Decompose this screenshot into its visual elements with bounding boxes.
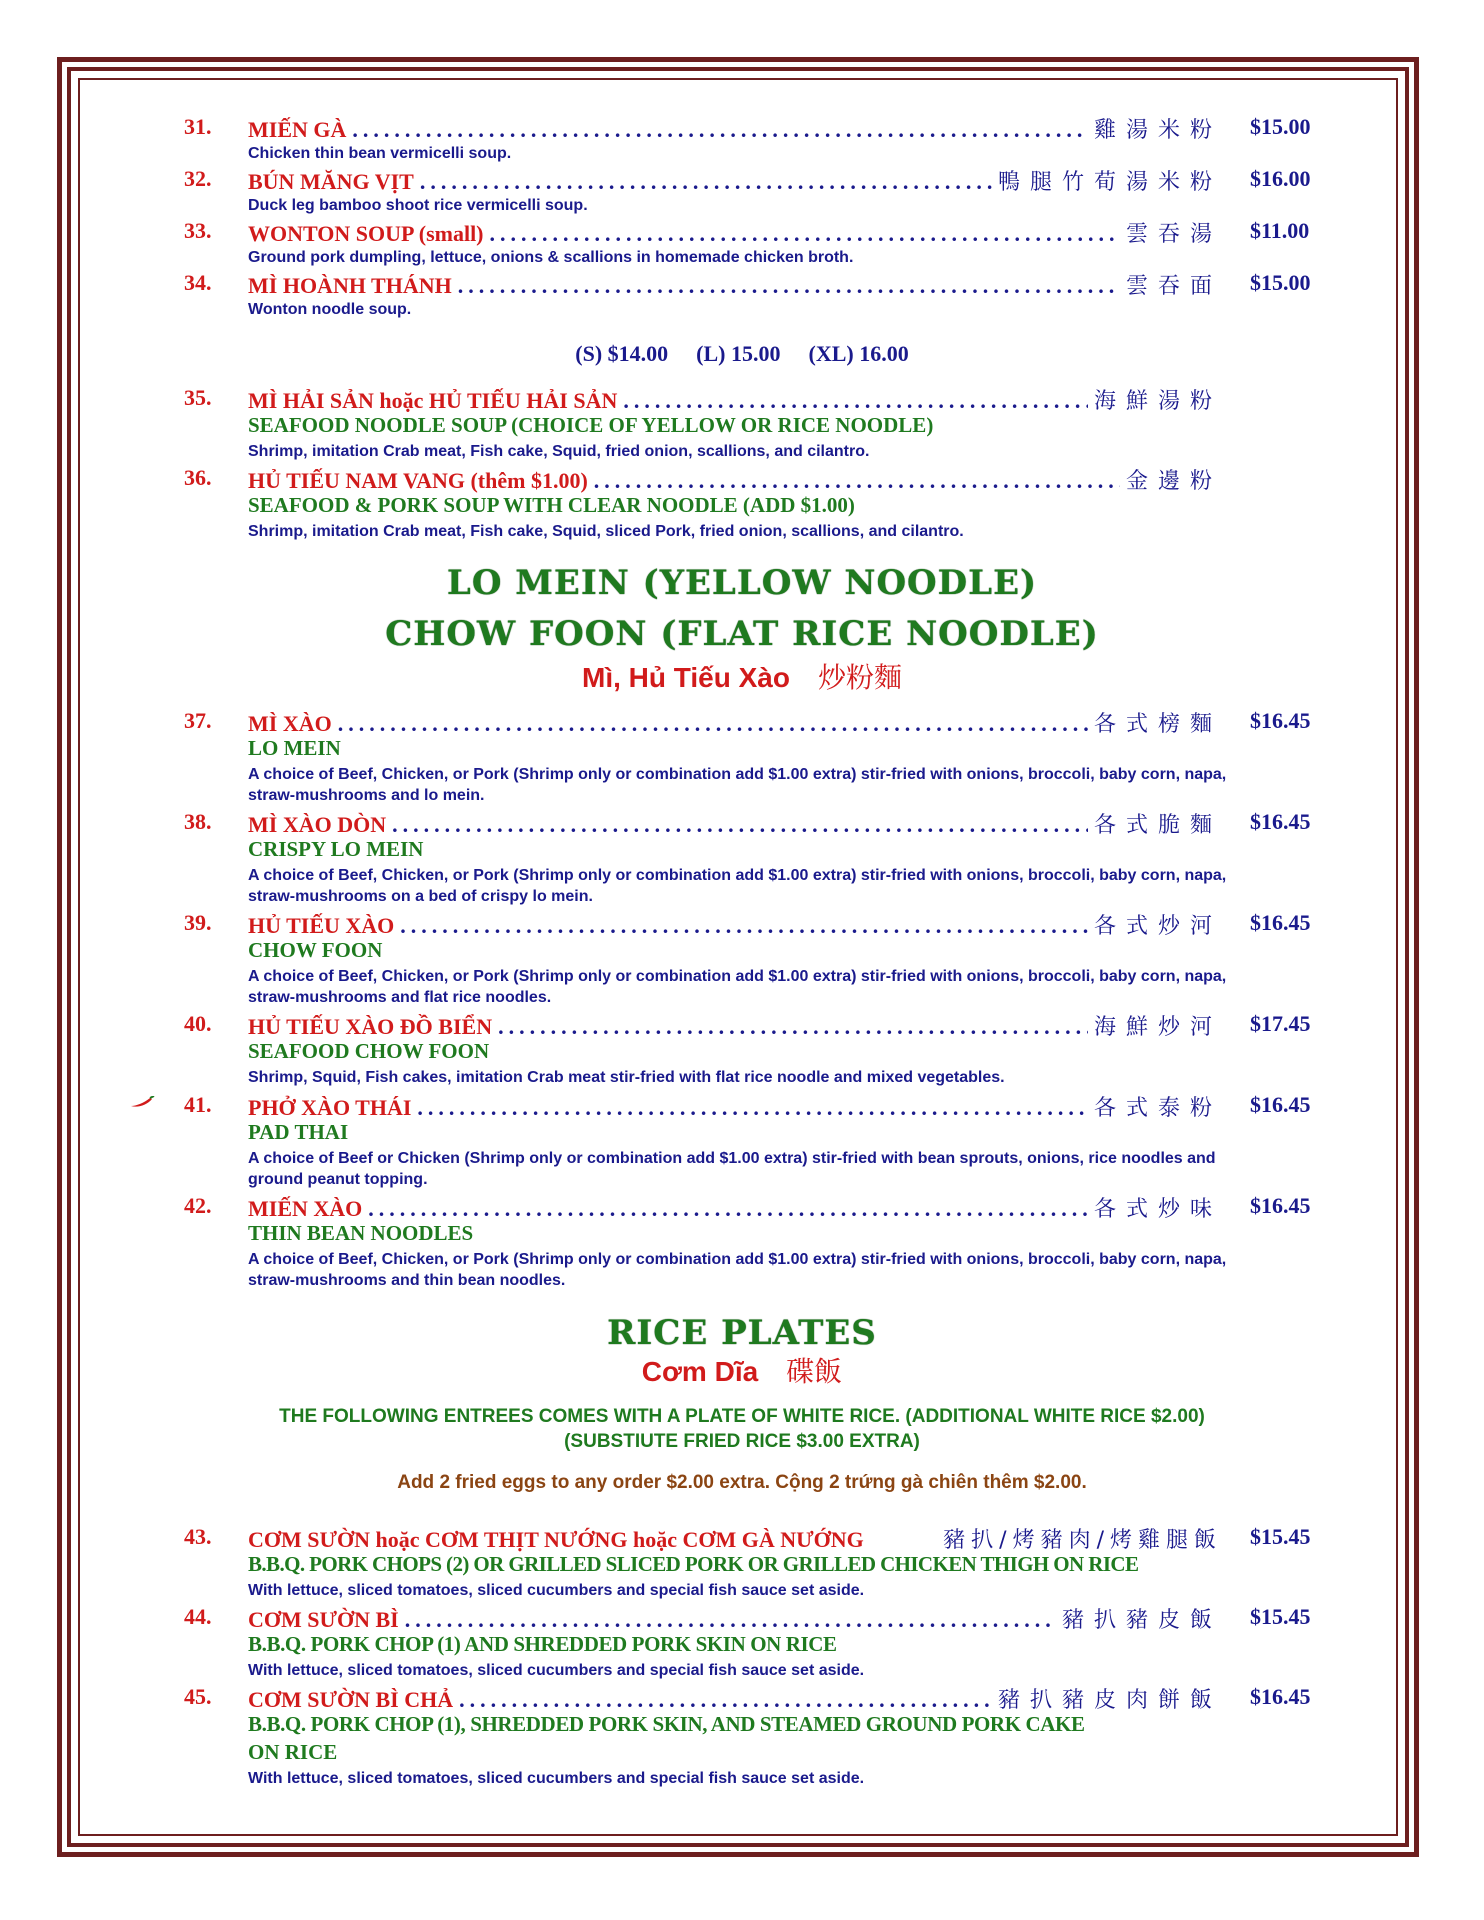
item-name-vn: HỦ TIẾU XÀO ĐỒ BIỂN [248,1014,493,1039]
item-name-zh: 豬扒/烤豬肉/烤雞腿飯 [943,1528,1222,1553]
item-name-zh: 雲吞面 [1125,274,1222,299]
section-subtitle-zh: 碟飯 [786,1355,843,1388]
size-large: (L) 15.00 [696,341,781,366]
dot-leader [352,117,1088,143]
item-name-zh: 雲吞湯 [1125,222,1222,247]
dot-leader [405,1607,1056,1633]
item-name-line [248,1091,1222,1122]
spicy-chili-icon [130,1096,156,1108]
dot-leader [338,711,1088,737]
item-number: 37. [184,708,212,733]
item-number: 43. [184,1524,212,1549]
item-description: A choice of Beef, Chicken, or Pork (Shrimp only or combination add $1.00 extra) stir-fried with onions, broccoli, baby corn, napa, straw-mushrooms and flat rice noodles. [248,968,1227,1006]
item-name-zh: 雞湯米粉 [1093,118,1222,143]
item-description: Shrimp, Squid, Fish cakes, imitation Crab meat stir-fried with flat rice noodle and mixed vegetables. [248,1069,1005,1086]
item-name-en: CHOW FOON [248,938,383,962]
item-name-vn: HỦ TIẾU XÀO [248,913,395,938]
dot-leader [490,221,1120,247]
item-description: Shrimp, imitation Crab meat, Fish cake, Squid, fried onion, scallions, and cilantro. [248,443,870,460]
item-name-vn: MÌ HẢI SẢN hoặc HỦ TIẾU HẢI SẢN [248,388,618,413]
item-name-zh: 金邊粉 [1125,469,1222,494]
item-name-en: CRISPY LO MEIN [248,837,424,861]
item-name-vn: MÌ XÀO [248,711,332,736]
item-number: 42. [184,1193,212,1218]
size-xl: (XL) 16.00 [808,341,909,366]
item-price: $15.00 [1250,270,1311,295]
item-description: With lettuce, sliced tomatoes, sliced cucumbers and special fish sauce set aside. [248,1662,865,1679]
item-name-en: SEAFOOD CHOW FOON [248,1039,490,1063]
item-name-vn: CƠM SƯỜN BÌ [248,1607,399,1632]
item-name-en: B.B.Q. PORK CHOP (1) AND SHREDDED PORK SKIN ON RICE [248,1632,837,1656]
item-price: $15.45 [1250,1604,1311,1629]
size-small: (S) $14.00 [575,341,669,366]
item-number: 32. [184,166,212,191]
item-number: 36. [184,465,212,490]
item-number: 44. [184,1604,212,1629]
section-title-rice-plates: RICE PLATES [607,1313,877,1353]
item-name-vn: MIẾN XÀO [248,1196,363,1221]
section-title-lo-mein: LO MEIN (YELLOW NOODLE) [446,563,1038,603]
item-name-zh: 各式炒味 [1093,1197,1222,1222]
section-subtitle-noodles [0,656,1484,696]
item-price: $15.45 [1250,1524,1311,1549]
item-description: With lettuce, sliced tomatoes, sliced cucumbers and special fish sauce set aside. [248,1582,865,1599]
item-name-vn: PHỞ XÀO THÁI [248,1095,412,1120]
item-name-line [248,384,1222,415]
dot-leader [459,1687,992,1713]
item-name-vn: WONTON SOUP (small) [248,221,484,246]
item-name-line [248,1010,1222,1041]
item-description: With lettuce, sliced tomatoes, sliced cucumbers and special fish sauce set aside. [248,1770,865,1787]
item-name-vn: CƠM SƯỜN BÌ CHẢ [248,1687,454,1712]
item-name-zh: 鴨腿竹荀湯米粉 [997,170,1222,195]
dot-leader [400,913,1088,939]
item-name-vn: MIẾN GÀ [248,117,347,142]
section-subtitle-vn: Cơm Dĩa [641,1356,759,1387]
item-name-line [248,1523,1222,1554]
item-number: 34. [184,270,212,295]
dot-leader [458,273,1120,299]
item-name-en: SEAFOOD NOODLE SOUP (CHOICE OF YELLOW OR RICE NOODLE) [248,413,934,437]
section-title-chow-foon: CHOW FOON (FLAT RICE NOODLE) [385,614,1099,654]
item-number: 45. [184,1684,212,1709]
item-name-line [248,217,1222,248]
item-price: $16.45 [1250,708,1311,733]
item-price: $16.45 [1250,1092,1311,1117]
item-number: 33. [184,218,212,243]
item-description: A choice of Beef, Chicken, or Pork (Shrimp only or combination add $1.00 extra) stir-fried with onions, broccoli, baby corn, napa, straw-mushrooms and lo mein. [248,766,1227,804]
dot-leader [368,1196,1088,1222]
item-name-vn: CƠM SƯỜN hoặc CƠM THỊT NƯỚNG hoặc CƠM GÀ NƯỚNG [248,1527,864,1552]
size-prices [0,341,1484,367]
item-number: 41. [184,1092,212,1117]
section-subtitle-zh: 炒粉麵 [817,661,902,694]
item-name-en: SEAFOOD & PORK SOUP WITH CLEAR NOODLE (ADD $1.00) [248,493,855,517]
item-description: Shrimp, imitation Crab meat, Fish cake, Squid, sliced Pork, fried onion, scallions, and cilantro. [248,523,964,540]
item-price: $16.45 [1250,1684,1311,1709]
item-name-zh: 各式泰粉 [1093,1096,1222,1121]
rice-note-fried-eggs: Add 2 fried eggs to any order $2.00 extra. Cộng 2 trứng gà chiên thêm $2.00. [397,1472,1087,1493]
dot-leader [417,1095,1088,1121]
item-name-en: B.B.Q. PORK CHOP (1), SHREDDED PORK SKIN, AND STEAMED GROUND PORK CAKE [248,1712,1085,1736]
item-name-line [248,1683,1222,1714]
item-name-vn: MÌ HOÀNH THÁNH [248,273,452,298]
item-description: Ground pork dumpling, lettuce, onions & scallions in homemade chicken broth. [248,249,854,266]
item-name-line [248,464,1222,495]
item-price: $17.45 [1250,1011,1311,1036]
item-name-zh: 豬扒豬皮飯 [1061,1608,1222,1633]
section-subtitle-vn: Mì, Hủ Tiếu Xào [582,662,790,693]
rice-note-white-rice: THE FOLLOWING ENTREES COMES WITH A PLATE OF WHITE RICE. (ADDITIONAL WHITE RICE $2.00) [279,1406,1205,1427]
item-name-line [248,707,1222,738]
item-description: Duck leg bamboo shoot rice vermicelli soup. [248,197,588,214]
item-number: 38. [184,809,212,834]
item-number: 40. [184,1011,212,1036]
item-description: Chicken thin bean vermicelli soup. [248,145,512,162]
item-description: A choice of Beef, Chicken, or Pork (Shrimp only or combination add $1.00 extra) stir-fried with onions, broccoli, baby corn, napa, straw-mushrooms and thin bean noodles. [248,1251,1227,1289]
item-name-zh: 豬扒豬皮肉餅飯 [997,1688,1222,1713]
item-description: A choice of Beef, Chicken, or Pork (Shrimp only or combination add $1.00 extra) stir-fried with onions, broccoli, baby corn, napa, straw-mushrooms on a bed of crispy lo mein. [248,867,1227,905]
dot-leader [392,812,1088,838]
item-name-line [248,1603,1222,1634]
item-name-line [248,909,1222,940]
item-name-line [248,113,1222,144]
item-name-vn: BÚN MĂNG VỊT [248,169,414,194]
item-price: $16.45 [1250,809,1311,834]
item-name-vn: HỦ TIẾU NAM VANG (thêm $1.00) [248,468,588,493]
dot-leader [623,388,1088,414]
dot-leader [498,1014,1088,1040]
item-number: 39. [184,910,212,935]
dot-leader [594,468,1120,494]
rice-note-fried-rice: (SUBSTIUTE FRIED RICE $3.00 EXTRA) [564,1431,920,1452]
dot-leader [420,169,992,195]
item-name-zh: 海鮮湯粉 [1093,389,1222,414]
item-price: $15.00 [1250,114,1311,139]
item-name-zh: 各式脆麵 [1093,813,1222,838]
item-number: 35. [184,385,212,410]
item-name-zh: 各式炒河 [1093,914,1222,939]
item-price: $16.45 [1250,1193,1311,1218]
item-name-zh: 海鮮炒河 [1093,1015,1222,1040]
item-name-line [248,808,1222,839]
item-name-en: LO MEIN [248,736,341,760]
item-price: $11.00 [1250,218,1310,243]
item-name-en-line2: ON RICE [248,1740,338,1764]
item-description: Wonton noodle soup. [248,301,412,318]
item-name-en: PAD THAI [248,1120,349,1144]
item-price: $16.45 [1250,910,1311,935]
item-name-line [248,165,1222,196]
item-number: 31. [184,114,212,139]
item-name-vn: MÌ XÀO DÒN [248,812,387,837]
item-name-line [248,1192,1222,1223]
section-subtitle-rice [0,1350,1484,1390]
item-name-en: B.B.Q. PORK CHOPS (2) OR GRILLED SLICED PORK OR GRILLED CHICKEN THIGH ON RICE [248,1552,1139,1576]
item-name-zh: 各式榜麵 [1093,712,1222,737]
item-name-line [248,269,1222,300]
item-description: A choice of Beef or Chicken (Shrimp only or combination add $1.00 extra) stir-fried with bean sprouts, onions, rice noodles and ground peanut topping. [248,1150,1216,1188]
item-price: $16.00 [1250,166,1311,191]
item-name-en: THIN BEAN NOODLES [248,1221,474,1245]
